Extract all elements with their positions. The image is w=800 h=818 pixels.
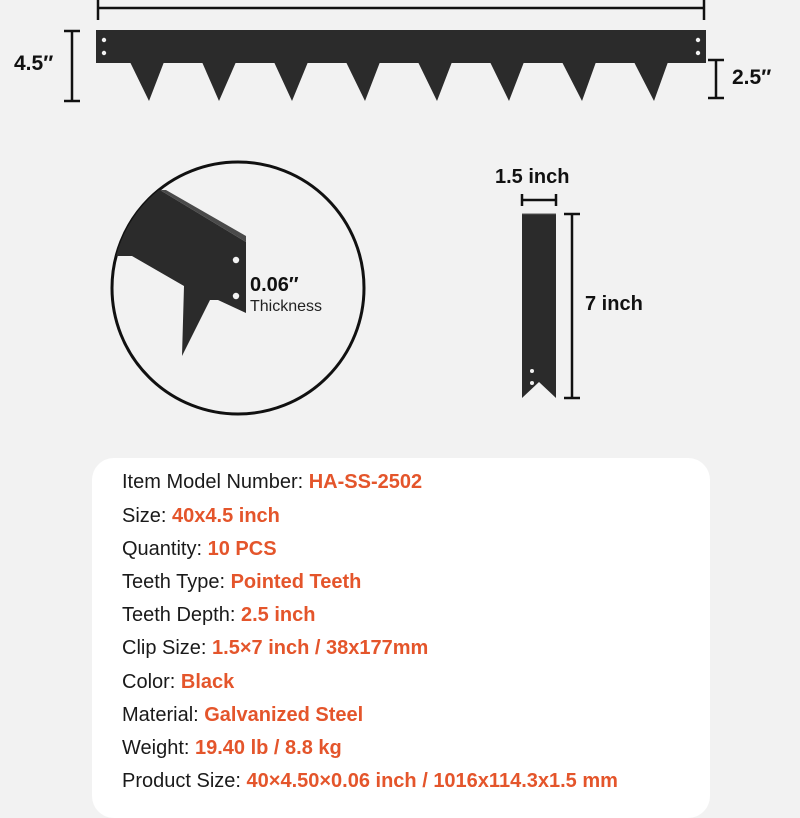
height-dimension-line [64, 31, 80, 101]
thickness-label: Thickness [250, 298, 323, 315]
spec-value: 10 PCS [207, 538, 277, 560]
spec-value: HA-SS-2502 [308, 471, 423, 493]
spec-row-product-size: Product Size: 40×4.50×0.06 inch / 1016x114.3x1.5 mm [122, 770, 618, 792]
spec-value: Black [180, 671, 235, 693]
spec-row-quantity: Quantity: 10 PCS [122, 538, 277, 560]
clip-height-label: 7 inch [585, 293, 643, 315]
thickness-detail-circle [110, 160, 370, 420]
spec-value: 40×4.50×0.06 inch / 1016x114.3x1.5 mm [246, 770, 618, 792]
spec-value: 19.40 lb / 8.8 kg [195, 737, 342, 759]
spec-value: 2.5 inch [240, 604, 316, 626]
thickness-value: 0.06′′ [250, 274, 299, 296]
spec-row-size: Size: 40x4.5 inch [122, 505, 280, 527]
teeth-depth-label: 2.5′′ [732, 66, 772, 89]
edging-strip [96, 30, 706, 101]
spec-value: 40x4.5 inch [172, 505, 280, 527]
height-label: 4.5′′ [14, 52, 54, 75]
clip-height-dimension-line [564, 214, 580, 398]
teeth-depth-dimension-line [708, 60, 724, 98]
spec-value: 1.5×7 inch / 38x177mm [212, 637, 429, 659]
spec-row-model: Item Model Number: HA-SS-2502 [122, 471, 423, 493]
spec-row-teeth-depth: Teeth Depth: 2.5 inch [122, 604, 316, 626]
spec-row-material: Material: Galvanized Steel [122, 704, 364, 726]
clip-width-dimension-line [522, 194, 556, 206]
clip-stake [522, 214, 556, 398]
clip-width-label: 1.5 inch [495, 166, 570, 188]
width-dimension-line [98, 0, 704, 20]
spec-row-clip-size: Clip Size: 1.5×7 inch / 38x177mm [122, 637, 429, 659]
spec-row-color: Color: Black [122, 671, 235, 693]
spec-row-weight: Weight: 19.40 lb / 8.8 kg [122, 737, 342, 759]
spec-value: Galvanized Steel [204, 704, 364, 726]
spec-value: Pointed Teeth [230, 571, 362, 593]
edging-strip-diagram [0, 0, 800, 110]
spec-row-teeth-type: Teeth Type: Pointed Teeth [122, 571, 362, 593]
